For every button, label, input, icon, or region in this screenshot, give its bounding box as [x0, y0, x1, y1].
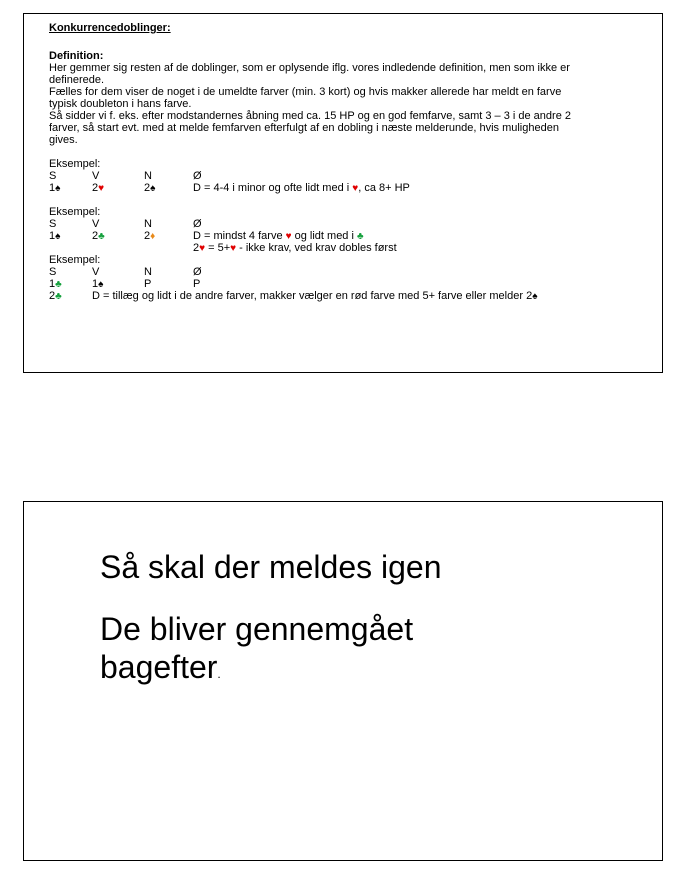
slide-line: De bliver gennemgået [100, 611, 414, 647]
slide-konkurrencedoblinger [23, 13, 663, 373]
diamond-icon: ♦ [150, 231, 156, 242]
header-west: V [92, 266, 100, 278]
heart-icon: ♥ [285, 231, 292, 242]
definition-line: farver, så start evt. med at melde femfarven efterfulgt af en dobling i næste melderunde, hvis muligheden [49, 122, 559, 134]
bid-north: 2♦ [144, 230, 156, 242]
header-south: S [49, 218, 57, 230]
definition-line: typisk doubleton i hans farve. [49, 98, 192, 110]
definition-line: Så sidder vi f. eks. efter modstandernes åbning med ca. 15 HP og en god femfarve, samt 3 – 3 i de andre 2 [49, 110, 571, 122]
example-label-row [49, 206, 631, 218]
bid-explanation: 2♥ = 5+♥ - ikke krav, ved krav dobles først [193, 242, 397, 254]
club-icon: ♣ [55, 291, 62, 302]
header-south: S [49, 266, 57, 278]
heart-icon: ♥ [199, 243, 206, 254]
example-3 [49, 254, 631, 302]
header-west: V [92, 170, 100, 182]
bid-south: 1♣ [49, 278, 62, 290]
bidding-row [49, 242, 631, 254]
bidding-header-row [49, 170, 631, 182]
slide-line: Så skal der meldes igen [100, 549, 442, 585]
header-north: N [144, 170, 152, 182]
bidding-row [49, 290, 631, 302]
bid-east: P [193, 278, 201, 290]
header-north: N [144, 218, 152, 230]
example-1 [49, 158, 631, 194]
bid-south: 1♠ [49, 230, 61, 242]
slide-body [100, 548, 442, 693]
definition-heading: Definition: [49, 50, 104, 62]
bidding-header-row [49, 266, 631, 278]
header-south: S [49, 170, 57, 182]
bid-north: 2♠ [144, 182, 156, 194]
spade-icon: ♠ [55, 183, 61, 194]
example-label: Eksempel: [49, 158, 101, 170]
heart-icon: ♥ [352, 183, 359, 194]
bid-explanation: D = 4-4 i minor og ofte lidt med i ♥, ca 8+ HP [193, 182, 410, 194]
spade-icon: ♠ [55, 231, 61, 242]
bid-explanation: D = mindst 4 farve ♥ og lidt med i ♣ [193, 230, 364, 242]
heart-icon: ♥ [230, 243, 237, 254]
definition-line: Fælles for dem viser de noget i de umeldte farver (min. 3 kort) og hvis makker allerede har meldt en farve [49, 86, 562, 98]
bid-west: 2♣ [92, 230, 105, 242]
example-2 [49, 206, 631, 254]
example-label: Eksempel: [49, 254, 101, 266]
slide-content [49, 22, 631, 302]
bid-north: P [144, 278, 152, 290]
example-label: Eksempel: [49, 206, 101, 218]
bidding-row [49, 278, 631, 290]
bidding-header-row [49, 218, 631, 230]
club-icon: ♣ [55, 279, 62, 290]
bid-west: 2♥ [92, 182, 105, 194]
bidding-row [49, 230, 631, 242]
definition-line: Her gemmer sig resten af de doblinger, som er oplysende iflg. vores indledende definition, men som ikke er [49, 62, 570, 74]
slide-meldes-igen [23, 501, 663, 861]
spade-icon: ♠ [150, 183, 156, 194]
header-east: Ø [193, 266, 202, 278]
definition-line: gives. [49, 134, 78, 146]
bidding-row [49, 182, 631, 194]
club-icon: ♣ [356, 231, 364, 242]
example-label-row [49, 254, 631, 266]
header-north: N [144, 266, 152, 278]
header-east: Ø [193, 170, 202, 182]
header-west: V [92, 218, 100, 230]
bid-south: 2♣ [49, 290, 62, 302]
bid-south: 1♠ [49, 182, 61, 194]
heart-icon: ♥ [98, 183, 105, 194]
header-east: Ø [193, 218, 202, 230]
bid-explanation: D = tillæg og lidt i de andre farver, makker vælger en rød farve med 5+ farve eller melder 2♠ [92, 290, 538, 302]
spade-icon: ♠ [532, 291, 538, 302]
slide-title: Konkurrencedoblinger: [49, 22, 171, 34]
definition-line: definerede. [49, 74, 105, 86]
club-icon: ♣ [98, 231, 105, 242]
example-label-row [49, 158, 631, 170]
spade-icon: ♠ [98, 279, 104, 290]
slide-line: bagefter. [100, 649, 221, 685]
bid-west: 1♠ [92, 278, 104, 290]
